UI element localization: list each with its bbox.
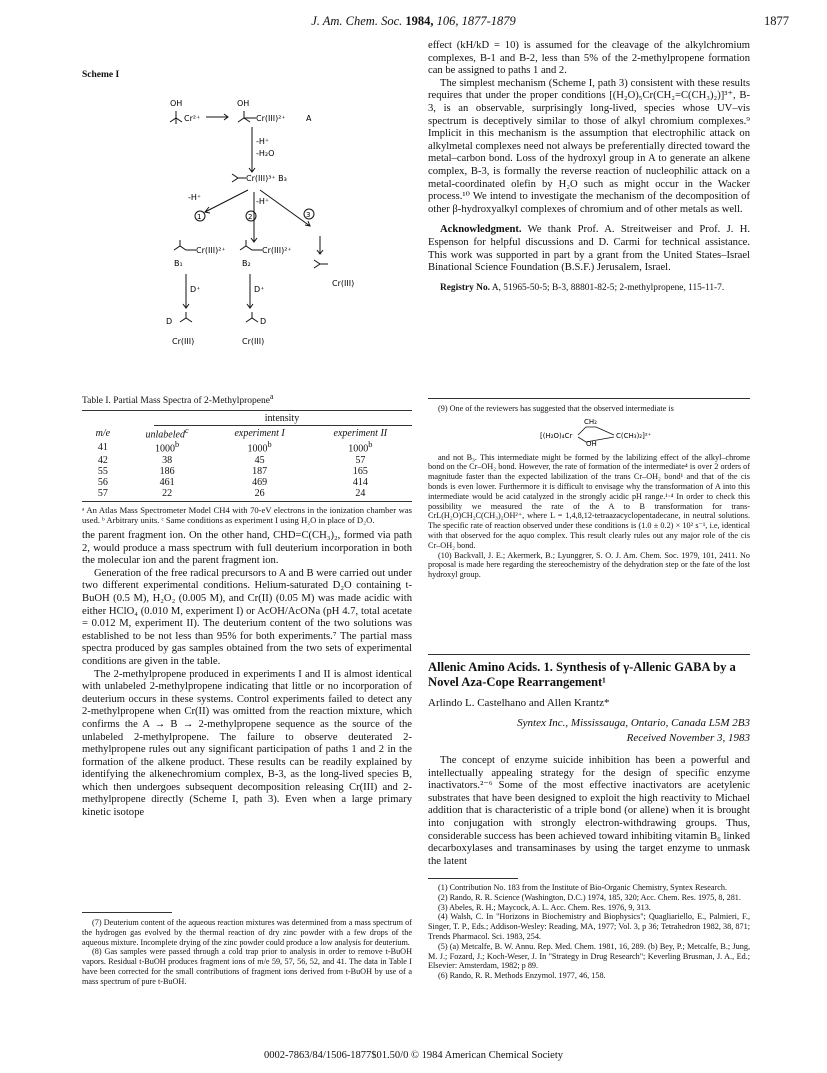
table-cell: 187 <box>252 465 268 477</box>
scheme-diagram <box>150 94 372 384</box>
table-footnote: ᵃ An Atlas Mass Spectrometer Model CH4 with 70-eV electrons in the ionization chamber was used. ᵇ Arbitrary units. ᶜ Same conditions as experiment I using H₂O in place of D₂O. <box>82 504 412 525</box>
left-footnotes <box>82 918 412 987</box>
scheme-oh1: OH <box>170 99 183 108</box>
scheme-d2: D⁺ <box>254 285 265 294</box>
table-header-cell: experiment II <box>333 427 388 439</box>
article-received: Received November 3, 1983 <box>626 732 750 744</box>
article-footnotes <box>428 883 750 981</box>
table-cell: 42 <box>97 454 108 466</box>
scheme-b2-label: B₂ <box>242 259 251 268</box>
scheme-oh2: OH <box>237 99 250 108</box>
footnote-a5: (5) (a) Metcalfe, B. W. Annu. Rep. Med. Chem. 1981, 16, 289. (b) Bey, P.; Metcalfe, B.; Jung, M. J.; Fozard, J.; Koch-Weser, J. In "Strategy in Drug Research"; Keverling Brusman, J. A., Ed.; Elsevier: Amsterdam, 1982; p 89. <box>428 941 750 971</box>
table-cell: 38 <box>162 454 173 466</box>
running-header <box>0 14 827 29</box>
scheme-label: Scheme I <box>82 70 120 80</box>
svg-text:[(H₂O)₄Cr: [(H₂O)₄Cr <box>540 431 573 440</box>
table-header-cell: unlabeled$^c$ <box>145 426 189 441</box>
table-header-cell: experiment I <box>234 427 285 439</box>
footnote-a1: (1) Contribution No. 183 from the Institute of Bio-Organic Chemistry, Syntex Research. <box>438 883 728 892</box>
table-cell: 1000$^b$ <box>348 440 373 455</box>
footnote-8: (8) Gas samples were passed through a cold trap prior to analysis in order to remove t-BuOH vapors. Residual t-BuOH produces fragment ions of m/e 59, 57, 56, 52, and 41. The data in Table I have been corrected for the small contributions of fragment ions derived from t-BuOH by use of a mass spectrum of pure t-BuOH. <box>82 947 412 986</box>
scheme-n2: 2 <box>248 213 253 221</box>
footnote-a6: (6) Rando, R. R. Methods Enzymol. 1977, 46, 158. <box>438 971 606 981</box>
footnote-a4: (4) Walsh, C. In "Horizons in Biochemistry and Biophysics"; Quagliariello, E., Palmieri, F., Singer, T. P., Eds.; Addison-Wesley: Reading, MA, 1977; Vol. 3, p 36; Tetrahedron 1982, 38, 871; Trends Pharmacol. Sci. 1983, 254. <box>428 912 750 941</box>
scheme-h1: -H⁺ <box>256 137 270 146</box>
footnote-9a: (9) One of the reviewers has suggested that the observed intermediate is <box>438 404 674 413</box>
table-cell: 26 <box>254 487 265 499</box>
table-cell: 22 <box>162 487 173 499</box>
left-paragraph-2: Generation of the free radical precursors to A and B were carried out under two different experimental conditions. Helium-saturated D₂O containing t-BuOH (0.5 M), H₂O₂ (0.005 M), and Cr(II) (0.05 M) was made acidic with either HClO₄ (0.010 M, experiment I) or AcOH/AcONa (pH 4.7, total acetate = 0.012 M, experiment II). The deuterium content of the two solutions was established to be not less than 95% for both experiments.⁷ The partial mass spectra produced by gas samples obtained from the two sets of experimental conditions are given in the table. <box>82 567 412 667</box>
scheme-dprod2: D <box>260 317 267 326</box>
journal-volume: 106, <box>436 14 459 28</box>
scheme-cr3a: Cr(III)²⁺ <box>256 114 286 123</box>
table-cell: 1000$^b$ <box>247 440 272 455</box>
table-row <box>82 488 412 499</box>
footnote-9-10 <box>428 404 750 580</box>
table-cell: 24 <box>355 487 366 499</box>
table-row <box>82 466 412 477</box>
article-affiliation: Syntex Inc., Mississauga, Ontario, Canada L5M 2B3 <box>517 717 750 729</box>
article-separator <box>428 654 750 655</box>
scheme-cr3b: Cr(III) <box>172 337 195 346</box>
svg-text:OH: OH <box>586 439 597 448</box>
journal-pages: 1877-1879 <box>461 14 516 28</box>
right-footnote-rule-top <box>428 398 750 399</box>
footnote-9-structure <box>428 414 750 450</box>
svg-text:CH₂: CH₂ <box>584 417 597 426</box>
scheme-path2-h: -H⁺ <box>256 197 270 206</box>
table-cell: 45 <box>254 454 265 466</box>
article-authors: Arlindo L. Castelhano and Allen Krantz* <box>428 697 610 709</box>
scheme-d1: D⁺ <box>190 285 201 294</box>
article-paragraph-1: The concept of enzyme suicide inhibition has been a powerful and intellectually appealing strategy for the design of specific enzyme inactivators.²⁻⁶ Some of the most effective inactivators are acetylenic substrates that have been designed to exploit the high reactivity to Michael addition that is characteristic of a triple bond (or allene) when it is brought into conjugation with strongly electron-withdrawing groups. Thus, considerable success has been achieved toward inhibiting vitamin B₆ linked decarboxylases and transaminases by using the target enzyme to unmask the latent <box>428 755 750 867</box>
table-header-cell: m/e <box>95 427 111 439</box>
scheme-A: A <box>306 114 312 123</box>
table-cell: 55 <box>97 465 108 477</box>
left-paragraph-1: the parent fragment ion. On the other hand, CHD=C(CH₃)₂, formed via path 2, would produce a mass spectrum with full deuterium incorporation in both the molecular ion and the parent fragment ion. <box>82 530 412 567</box>
right-paragraph-2: The simplest mechanism (Scheme I, path 3) consistent with these results requires that under the proper conditions [(H₂O)₅Cr(CH₂=C(CH₃)₂)]³⁺, B-3, is an observable, surprisingly long-lived, species whose UV–vis spectrum is deceptively similar to those of alkyl chromium complexes.⁹ Implicit in this mechanism is the assumption that electrophilic attack on alkylmetal complexes need not always be preferentially directed toward the metal–carbon bond. Loss of the hydroxyl group in A to generate an alkene complex, B-3, is formally the reverse reaction of nucleophilic attack on a metal-coordinated olefin by H₂O such as might occur in the Wacker process.¹⁰ We intend to investigate the mechanism of the decomposition of other β-hydroxyalkyl complexes of chromium and of other metals as well. <box>428 77 750 215</box>
footnote-10: (10) Backvall, J. E.; Akermerk, B.; Lyunggrer, S. O. J. Am. Chem. Soc. 1979, 101, 2411. No proposal is made here regarding the stereochemistry of the dehydration step or the fate of the lost hydroxyl group. <box>428 550 750 580</box>
table-row <box>82 477 412 488</box>
table-intensity-header: intensity <box>264 413 300 424</box>
journal-name: J. Am. Chem. Soc. <box>311 14 403 28</box>
acknowledgment: Acknowledgment. We thank Prof. A. Streitweiser and Prof. J. H. Espenson for helpful discussions and D. Carmi for technical assistance. This work was supported in part by a grant from the United States–Israel Binational Science Foundation (B.S.F.) Jerusalem, Israel. <box>428 224 750 274</box>
table-cell: 469 <box>252 476 268 488</box>
footnote-a2: (2) Rando, R. R. Science (Washington, D.C.) 1974, 185, 320; Acc. Chem. Res. 1975, 8, 281. <box>438 892 741 902</box>
scheme-b2: Cr(III)²⁺ <box>262 246 292 255</box>
table-wrapper <box>82 410 412 525</box>
scheme-cr3c: Cr(III) <box>242 337 265 346</box>
table-cell: 41 <box>97 441 108 453</box>
footnote-7: (7) Deuterium content of the aqueous reaction mixtures was determined from a mass spectrum of the hydrogen gas evolved by the thermal reaction of dry zinc powder with a few drops of the aqueous mixture. Incomplete drying of the zinc powder could produce a low analysis for deuterium. <box>82 918 412 947</box>
scheme-path1-h: -H⁺ <box>188 193 202 202</box>
right-footnote-rule-bottom <box>428 878 518 879</box>
svg-text:C(CH₃)₂]²⁺: C(CH₃)₂]²⁺ <box>616 431 652 440</box>
table-title: Table I. Partial Mass Spectra of 2-Methylpropene$^a$ <box>82 392 274 407</box>
scheme-n3: 3 <box>306 211 311 219</box>
page-number: 1877 <box>764 14 789 28</box>
scheme-b1-label: B₁ <box>174 259 183 268</box>
table-cell: 1000$^b$ <box>155 440 180 455</box>
page-footer: 0002-7863/84/1506-1877$01.50/0 © 1984 American Chemical Society <box>263 1050 564 1061</box>
table-cell: 56 <box>97 476 108 488</box>
article-body <box>428 755 750 868</box>
left-footnote-rule <box>82 912 172 913</box>
scheme-cr2: Cr²⁺ <box>184 114 201 123</box>
table-cell: 186 <box>159 465 175 477</box>
table-cell: 165 <box>352 465 368 477</box>
footnote-9b: and not B₃. This intermediate might be formed by the labilizing effect of the alkyl–chrome bond on the Cr–OH₂ bond. However, the rate of formation of the intermediate⁴ is over 2 orders of magnitude faster than the expected labilization of the trans Cr–OH₂ bond¹ and that of the cis bonds is even lower. Furthermore it is difficult to envisage why the transformation of A into this intermediate would be acid catalyzed in the strongly acidic pH range.¹·⁴ In order to check this possibility we measured the rate of the A to B transformation for trans-CrL(H₂O)CH₂C(CH₃)₂OH²⁺, where L = 1,4,8,12-tetraazacyclopentadecane, in neutral solutions. The specific rate of reaction observed under these conditions is (1.0 ± 0.2) × 10² s⁻¹, i.e, identical with that observed for the aquo complex. This result clearly rules out any major role of the cis Cr–OH₂ bond. <box>428 452 750 550</box>
right-paragraph-1: effect (kH/kD = 10) is assumed for the cleavage of the alkylchromium complexes, B-1 and B-2, less than 5% of the 2-methylpropene formation can be assigned to paths 1 and 2. <box>428 40 750 77</box>
table-cell: 57 <box>97 487 108 499</box>
scheme-n1: 1 <box>197 213 202 221</box>
table-cell: 57 <box>355 454 366 466</box>
scheme-B3: Cr(III)³⁺ B₃ <box>246 174 287 183</box>
scheme-b1: Cr(III)²⁺ <box>196 246 226 255</box>
left-paragraph-3: The 2-methylpropene produced in experiments I and II is almost identical with unlabeled 2-methylpropene indicating that little or no incorporation of deuterium occurs in these systems. Control experiments failed to detect any 2-methylpropene when Cr(II) was omitted from the reaction mixture, which confirms the A → B → 2-methylpropene sequence as the source of the unlabeled 2-methylpropene. The failure to observe deuterated 2-methylpropene rules out any significant participation of paths 1 and 2 in the formation of the alkene product. These results can be readily explained by identifying the alkenechromium complex, B-3, as the long-lived species B, which then undergoes subsequent decomposition releasing Cr(III) and 2-methylpropene directly (Scheme I, path 3). Even when a large primary kinetic isotope <box>82 668 412 819</box>
left-column-text <box>82 530 412 820</box>
right-column-text <box>428 40 750 294</box>
table-row <box>82 440 412 454</box>
table-cell: 414 <box>352 476 368 488</box>
scheme-h2o: -H₂O <box>256 149 275 158</box>
journal-year: 1984, <box>405 14 434 28</box>
mass-spectra-table <box>82 426 412 499</box>
scheme-cr3: Cr(III) <box>332 279 355 288</box>
article-title: Allenic Amino Acids. 1. Synthesis of γ-Allenic GABA by a Novel Aza-Cope Rearrangement¹ <box>428 660 736 689</box>
footnote-a3: (3) Abeles, R. H.; Maycock, A. L. Acc. Chem. Res. 1976, 9, 313. <box>438 902 651 912</box>
registry-numbers: Registry No. A, 51965-50-5; B-3, 88801-82-5; 2-methylpropene, 115-11-7. <box>440 282 725 293</box>
table-row <box>82 455 412 466</box>
table-cell: 461 <box>159 476 175 488</box>
scheme-dprod: D <box>166 317 173 326</box>
